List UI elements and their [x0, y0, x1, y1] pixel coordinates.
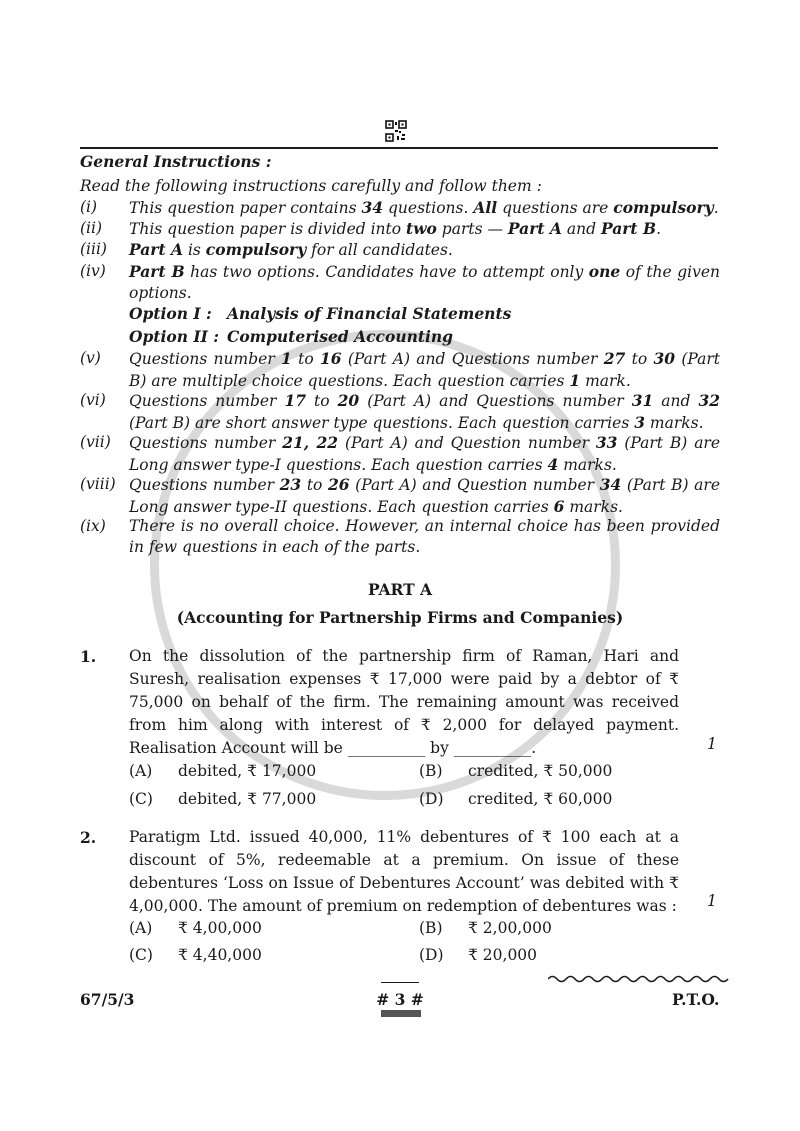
footer-rule	[381, 982, 419, 983]
question-number: 1.	[80, 647, 97, 666]
option-label: (D)	[419, 790, 444, 808]
header-rule	[80, 147, 718, 149]
question-marks: 1	[707, 892, 717, 910]
option-label: (D)	[419, 946, 444, 964]
option-text: debited, ₹ 77,000	[178, 790, 317, 808]
instruction-text: Questions number 21, 22 (Part A) and Question number 33 (Part B) are Long answer type-I questions. Each question carries 4 marks.	[129, 433, 721, 474]
instruction-text: Questions number 23 to 26 (Part A) and Question number 34 (Part B) are Long answer type-II questions. Each question carries 6 marks.	[129, 475, 721, 516]
instructions-title: General Instructions :	[80, 152, 272, 171]
question-1	[80, 645, 720, 755]
qr-code-icon	[385, 120, 407, 142]
instruction-item	[80, 432, 720, 476]
option-text: credited, ₹ 60,000	[468, 790, 613, 808]
instruction-item	[80, 218, 720, 240]
answer-option	[129, 919, 262, 937]
question-number: 2.	[80, 828, 97, 847]
option-text: ₹ 20,000	[468, 946, 538, 964]
option-label: (C)	[129, 790, 153, 808]
option-two-label: Option II :	[129, 327, 220, 346]
page-number-bar	[381, 1010, 421, 1017]
instruction-item	[80, 390, 720, 434]
page-number: # 3 #	[376, 990, 424, 1009]
option-one-label: Option I :	[129, 304, 212, 323]
instruction-item	[80, 239, 720, 261]
instruction-text: There is no overall choice. However, an internal choice has been provided in few questions in each of the parts.	[129, 517, 720, 556]
instruction-number: (i)	[80, 198, 98, 216]
option-label: (A)	[129, 919, 153, 937]
answer-option	[129, 762, 316, 780]
option-label: (A)	[129, 762, 153, 780]
instruction-item	[80, 516, 720, 558]
instruction-text: Part B has two options. Candidates have to attempt only one of the given options.	[129, 262, 720, 302]
option-text: ₹ 4,40,000	[178, 946, 262, 964]
instruction-text: Part A is compulsory for all candidates.	[129, 240, 453, 259]
answer-option	[129, 790, 316, 808]
instruction-text: Questions number 17 to 20 (Part A) and Questions number 31 and 32 (Part B) are short answer type questions. Each question carries 3 marks.	[129, 391, 721, 432]
option-two-text: Computerised Accounting	[227, 327, 454, 346]
instructions-intro: Read the following instructions carefully and follow them :	[80, 177, 542, 195]
option-text: ₹ 4,00,000	[178, 919, 262, 937]
wavy-line-icon	[548, 974, 730, 984]
paper-code: 67/5/3	[80, 990, 135, 1009]
instruction-item	[80, 197, 720, 219]
answer-option	[419, 762, 612, 780]
option-label: (B)	[419, 919, 443, 937]
instruction-item	[80, 474, 720, 518]
option-one-line	[129, 304, 511, 323]
instruction-number: (ix)	[80, 517, 106, 535]
question-2	[80, 826, 720, 916]
instruction-number: (iii)	[80, 240, 107, 258]
instruction-text: This question paper is divided into two parts — Part A and Part B.	[129, 219, 661, 238]
instruction-text: This question paper contains 34 questions. All questions are compulsory.	[129, 198, 719, 217]
part-title: PART A	[367, 580, 433, 599]
answer-option	[419, 919, 552, 937]
option-label: (B)	[419, 762, 443, 780]
option-text: debited, ₹ 17,000	[178, 762, 317, 780]
instruction-number: (vii)	[80, 433, 111, 451]
answer-option	[129, 946, 262, 964]
instruction-text: Questions number 1 to 16 (Part A) and Questions number 27 to 30 (Part B) are multiple choice questions. Each question carries 1 mark.	[129, 349, 720, 390]
option-label: (C)	[129, 946, 153, 964]
instruction-number: (v)	[80, 349, 101, 367]
option-two-line	[129, 327, 453, 346]
option-text: credited, ₹ 50,000	[468, 762, 613, 780]
pto-label: P.T.O.	[672, 990, 720, 1009]
instruction-number: (vi)	[80, 391, 106, 409]
part-subtitle: (Accounting for Partnership Firms and Companies)	[176, 608, 624, 627]
instruction-number: (viii)	[80, 475, 116, 493]
instruction-number: (iv)	[80, 262, 106, 280]
answer-option	[419, 790, 612, 808]
answer-option	[419, 946, 537, 964]
instruction-number: (ii)	[80, 219, 103, 237]
question-text: Paratigm Ltd. issued 40,000, 11% debentures of ₹ 100 each at a discount of 5%, redeemable at a premium. On issue of these debentures ‘Loss on Issue of Debentures Account’ was debited with ₹ 4,00,000. The amount of premium on redemption of debentures was :	[129, 828, 679, 915]
question-marks: 1	[707, 735, 717, 753]
instruction-item	[80, 261, 720, 304]
question-text: On the dissolution of the partnership firm of Raman, Hari and Suresh, realisation expenses ₹ 17,000 were paid by a debtor of ₹ 75,000 on behalf of the firm. The remaining amount was received from him along with interest of ₹ 2,000 for delayed payment. Realisation Account will be __________ by __________.	[129, 647, 679, 757]
option-text: ₹ 2,00,000	[468, 919, 552, 937]
option-one-text: Analysis of Financial Statements	[227, 304, 512, 323]
instruction-item	[80, 348, 720, 392]
